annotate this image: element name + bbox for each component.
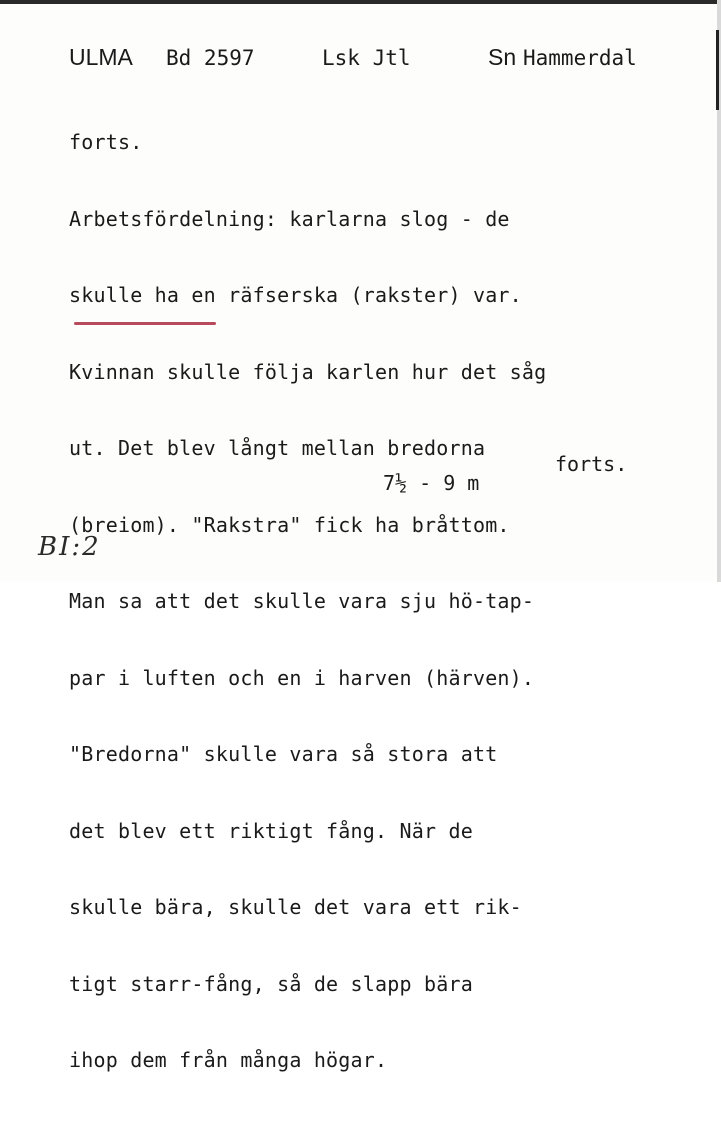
text-line: skulle bära, skulle det vara ett rik- bbox=[69, 895, 522, 919]
card-header bbox=[0, 44, 721, 78]
text-line: skulle ha en räfserska (rakster) var. bbox=[69, 283, 522, 307]
text-line: Man sa att det skulle vara sju hö-tap- bbox=[69, 589, 535, 613]
measurement: 7½ - 9 m bbox=[383, 471, 480, 495]
text-line: Kvinnan skulle följa karlen hur det såg bbox=[69, 359, 547, 384]
volume-number: Bd 2597 bbox=[166, 46, 255, 70]
text-line: Arbetsfördelning: karlarna slog - de bbox=[69, 206, 510, 231]
text-line: "Bredorna" skulle vara så stora att bbox=[69, 742, 498, 766]
handwritten-code: BI:2 bbox=[38, 532, 101, 562]
text-line: par i luften och en i harven (härven). bbox=[69, 665, 535, 690]
collection-code: ULMA bbox=[69, 44, 133, 70]
parish-label: Sn bbox=[488, 44, 517, 70]
text-line: tigt starr-fång, så de slapp bära bbox=[69, 971, 473, 996]
parish-name: Hammerdal bbox=[523, 46, 637, 70]
text-line: forts. bbox=[69, 130, 143, 154]
continued-note: forts. bbox=[555, 452, 628, 476]
card-body-text bbox=[69, 79, 709, 1125]
text-line: ihop dem från många högar. bbox=[69, 1048, 388, 1072]
card-top-edge bbox=[0, 0, 721, 4]
text-line: (breiom). "Rakstra" fick ha bråttom. bbox=[69, 512, 510, 537]
text-line: ut. Det blev långt mellan bredorna bbox=[69, 436, 486, 460]
red-underline-mark bbox=[74, 322, 216, 325]
text-line: det blev ett riktigt fång. När de bbox=[69, 818, 473, 843]
province-code: Lsk Jtl bbox=[322, 46, 411, 70]
